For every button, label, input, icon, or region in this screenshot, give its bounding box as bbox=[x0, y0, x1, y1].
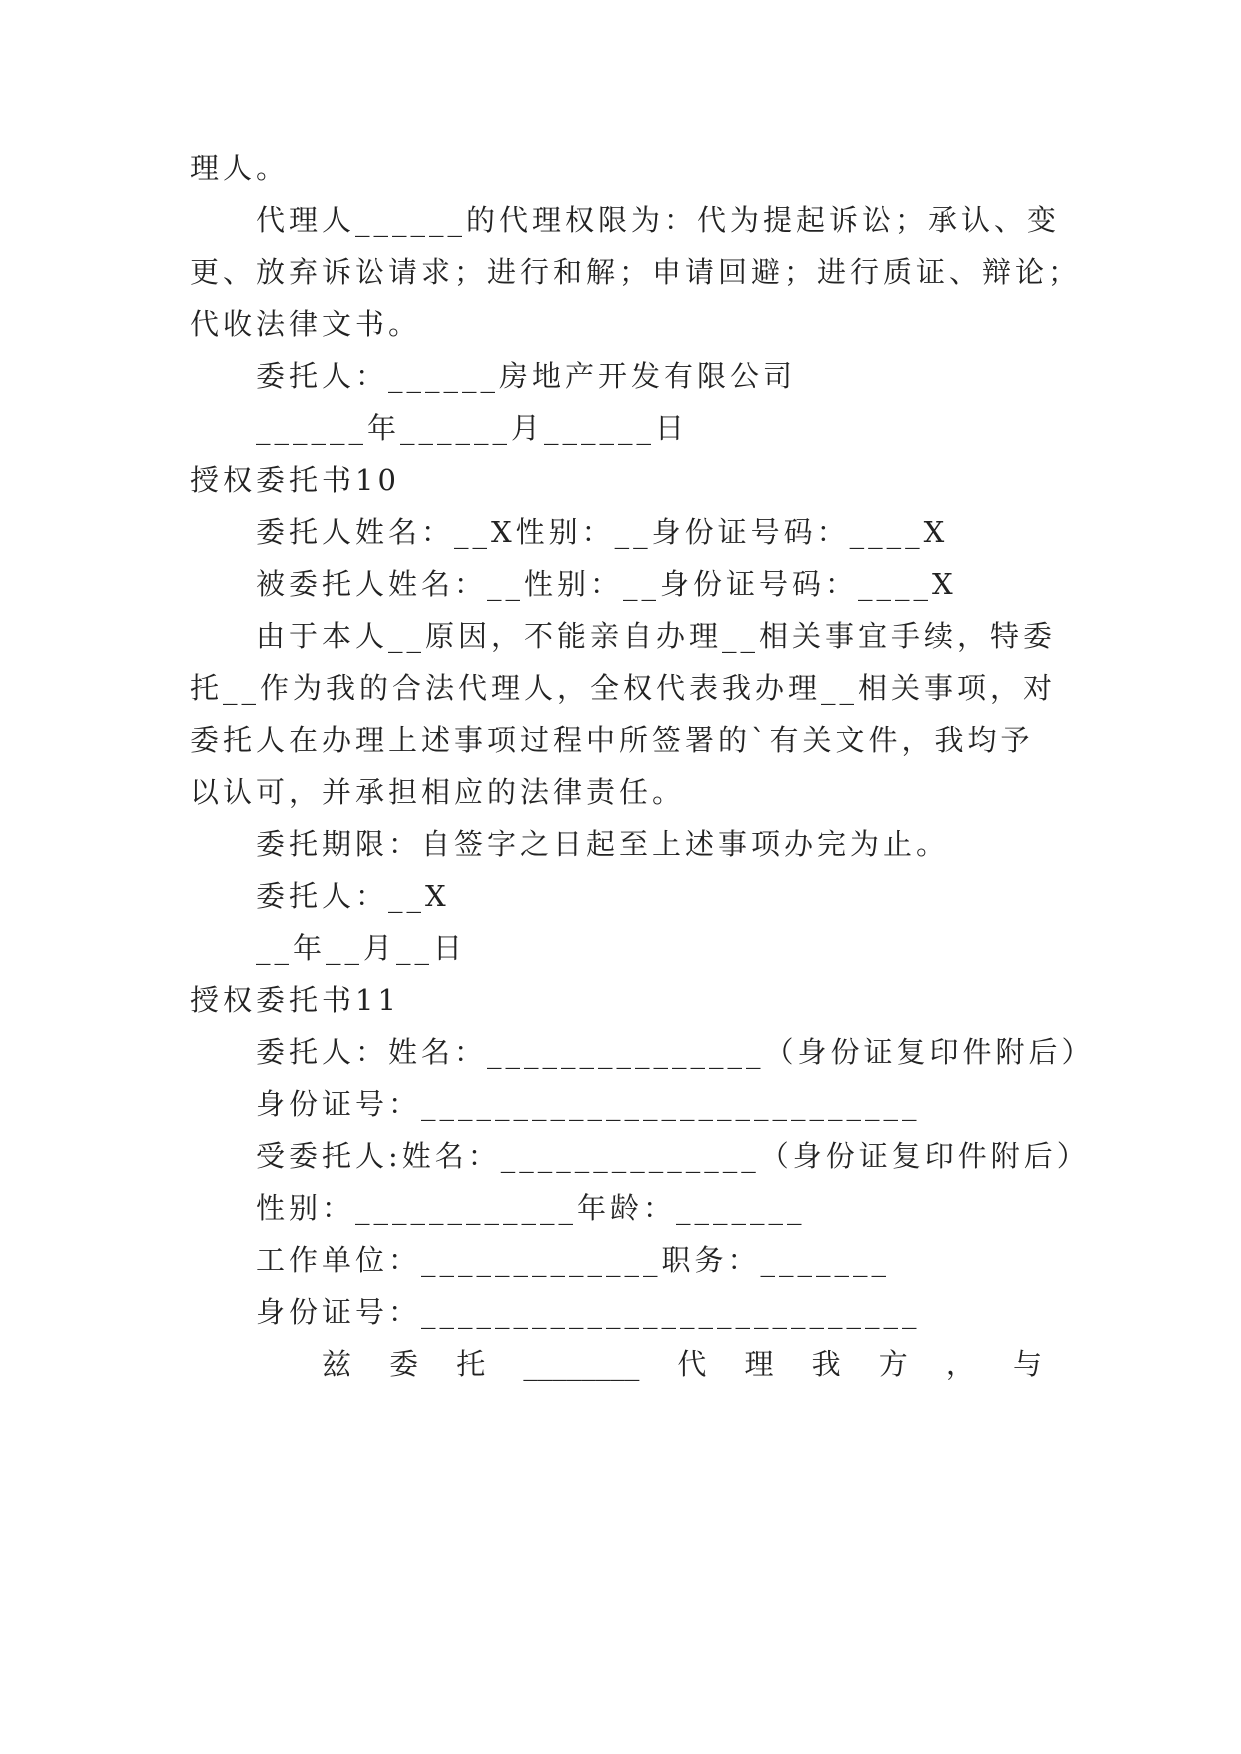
paragraph-line: 委托人在办理上述事项过程中所签署的`有关文件，我均予 bbox=[190, 723, 1034, 757]
date-line: __年__月__日 bbox=[256, 931, 467, 965]
paragraph-line: 委托人：姓名：_______________（身份证复印件附后） bbox=[256, 1035, 1095, 1069]
paragraph-line: 委托人：______房地产开发有限公司 bbox=[256, 359, 797, 393]
word: ， bbox=[945, 1347, 975, 1381]
justified-line bbox=[322, 1344, 1042, 1384]
paragraph-line: 身份证号：___________________________ bbox=[256, 1087, 921, 1121]
paragraph-line: 代收法律文书。 bbox=[190, 307, 422, 341]
paragraph-line: 委托人：__X bbox=[256, 879, 450, 913]
paragraph-line: 身份证号：___________________________ bbox=[256, 1295, 921, 1329]
paragraph-line: 更、放弃诉讼请求；进行和解；申请回避；进行质证、辩论； bbox=[190, 255, 1082, 289]
paragraph-line: 性别：____________年龄：_______ bbox=[256, 1191, 806, 1225]
word: 委 bbox=[389, 1347, 419, 1381]
paragraph-line: 委托人姓名：__X性别：__身份证号码：____X bbox=[256, 515, 949, 549]
paragraph-line: 代理人______的代理权限为：代为提起诉讼；承认、变 bbox=[256, 203, 1061, 237]
section-heading: 授权委托书11 bbox=[190, 983, 400, 1017]
word: 与 bbox=[1012, 1347, 1042, 1381]
date-line: ______年______月______日 bbox=[256, 411, 689, 445]
section-heading: 授权委托书10 bbox=[190, 463, 400, 497]
word: 方 bbox=[878, 1347, 908, 1381]
paragraph-line: 受委托人:姓名：______________（身份证复印件附后） bbox=[256, 1139, 1090, 1173]
paragraph-line: 由于本人__原因，不能亲自办理__相关事宜手续，特委 bbox=[256, 619, 1057, 653]
blank: ________ bbox=[523, 1347, 640, 1381]
paragraph-line: 托__作为我的合法代理人，全权代表我办理__相关事项，对 bbox=[190, 671, 1057, 705]
word: 理 bbox=[744, 1347, 774, 1381]
paragraph-line: 委托期限：自签字之日起至上述事项办完为止。 bbox=[256, 827, 950, 861]
paragraph-line: 工作单位：_____________职务：_______ bbox=[256, 1243, 891, 1277]
word: 代 bbox=[677, 1347, 707, 1381]
paragraph-line: 以认可，并承担相应的法律责任。 bbox=[190, 775, 686, 809]
paragraph-line: 理人。 bbox=[190, 151, 290, 185]
paragraph-line: 被委托人姓名：__性别：__身份证号码：____X bbox=[256, 567, 957, 601]
word: 兹 bbox=[322, 1347, 352, 1381]
word: 我 bbox=[811, 1347, 841, 1381]
word: 托 bbox=[456, 1347, 486, 1381]
